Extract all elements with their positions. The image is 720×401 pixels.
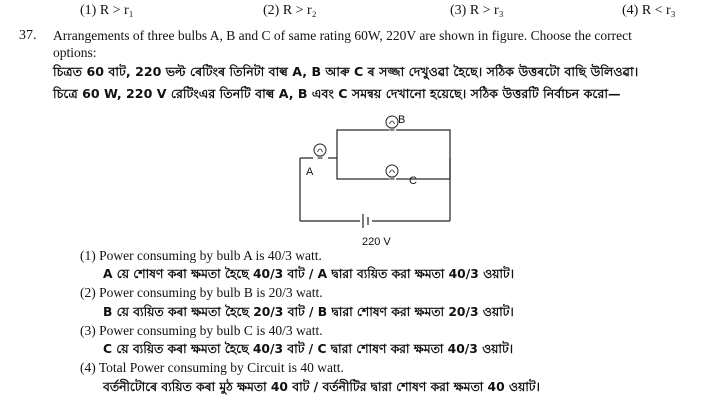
- source-voltage-label: 220 V: [362, 236, 391, 248]
- option-2-text: (2) Power consuming by bulb B is 20/3 watt.: [80, 285, 323, 300]
- option-4-text: (4) Total Power consuming by Circuit is 40 watt.: [80, 360, 344, 375]
- bulb-a-label: A: [306, 166, 314, 178]
- bulb-a-icon: [314, 144, 326, 159]
- question-text-line1: Arrangements of three bulbs A, B and C of same rating 60W, 220V are shown in figure. Choose the correct: [53, 28, 632, 43]
- question-number: 37.: [19, 28, 37, 43]
- bulb-c-label: C: [409, 175, 417, 187]
- prev-option-1: (1) R > r₁: [80, 3, 134, 18]
- bulb-c-icon: [386, 165, 398, 180]
- option-4-regional: বৰ্তনীটোৰে ব্যয়িত কৰা মুঠ ক্ষমতা 40 বাট / বর্তনীটির দ্বারা শোষণ করা ক্ষমতা 40 ওয়াট।: [103, 380, 540, 394]
- prev-option-3: (3) R > r₃: [450, 3, 504, 18]
- question-assamese: চিত্ৰত 60 বাট, 220 ভল্ট ৰেটিংৰ তিনিটা বাল্ব A, B আৰু C ৰ সজ্জা দেখুওৱা হৈছে। সঠিক উত্তৰটো বাছি উলিওৱা।: [53, 64, 639, 79]
- prev-option-2: (2) R > r₂: [263, 3, 317, 18]
- question-bengali: চিত্রে 60 W, 220 V রেটিংএর তিনটি বাল্ব A, B এবং C সমন্বয় দেখানো হয়েছে। সঠিক উত্তরটি নির্বাচন করো—: [53, 86, 621, 101]
- option-1-regional: A য়ে শোষণ কৰা ক্ষমতা হৈছে 40/3 বাট / A দ্বারা ব্যয়িত করা ক্ষমতা 40/3 ওয়াট।: [103, 267, 515, 281]
- option-3-regional: C য়ে ব্যয়িত কৰা ক্ষমতা হৈছে 40/3 বাট / C দ্বারা শোষণ করা ক্ষমতা 40/3 ওয়াট।: [103, 342, 514, 356]
- option-3-text: (3) Power consuming by bulb C is 40/3 watt.: [80, 323, 323, 338]
- prev-option-4: (4) R < r₃: [622, 3, 676, 18]
- option-2-regional: B য়ে ব্যয়িত কৰা ক্ষমতা হৈছে 20/3 বাট / B দ্বারা শোষণ করা ক্ষমতা 20/3 ওয়াট।: [103, 305, 514, 319]
- question-text-line2: options:: [53, 45, 97, 60]
- option-1-text: (1) Power consuming by bulb A is 40/3 watt.: [80, 248, 322, 263]
- circuit-diagram: [290, 108, 460, 248]
- bulb-b-icon: [386, 116, 398, 131]
- bulb-b-label: B: [398, 114, 406, 126]
